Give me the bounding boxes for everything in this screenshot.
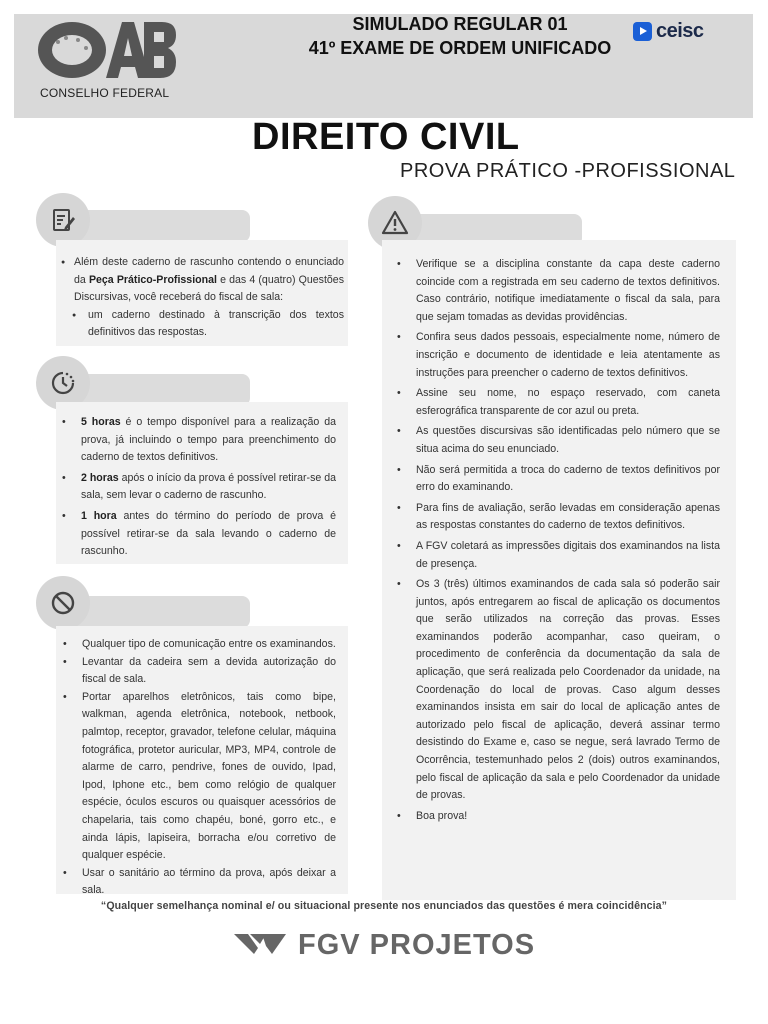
page-subtitle: PROVA PRÁTICO -PROFISSIONAL [400, 160, 736, 182]
list-item: • Confira seus dados pessoais, especialmente nome, número de inscrição e documento de identidade e leia atentamente as instruções para preencher o caderno de textos definitivos. [416, 329, 720, 382]
ceisc-text: ceisc [656, 20, 704, 42]
ceisc-play-icon [633, 22, 652, 41]
header-line-1: SIMULADO REGULAR 01 [352, 14, 568, 34]
clipboard-edit-icon [36, 193, 90, 247]
list-item: • Os 3 (três) últimos examinandos de cada sala só poderão sair juntos, após entregarem ao fiscal de aplicação os documentos que serão utilizados na correção das provas. Esses examinandos poderão acompanhar, caso queiram, o procedimento de conferência da documentação da sala de aplicação, que será realizada pelo Coordenador da unidade, na Coordenação do local de provas. Caso algum desses examinandos insista em sair do local de aplicação antes de autorizado pelo fiscal de aplicação, deverá assinar termo desistindo do Exame e, caso se negue, será lavrado Termo de Ocorrência, testemunhado pelos 2 (dois) outros examinandos, pelo fiscal de aplicação da sala e pelo Coordenador da unidade de provas. [416, 576, 720, 805]
list-item: • Não será permitida a troca do caderno de textos definitivos por erro do examinando. [416, 462, 720, 497]
list-item: • As questões discursivas são identificadas pelo número que se situa acima do seu enunciado. [416, 423, 720, 458]
header-line-2: 41º EXAME DE ORDEM UNIFICADO [308, 38, 612, 58]
list-item: • 1 hora antes do término do período de prova é possível retirar-se da sala levando o caderno de rascunho. [81, 508, 336, 561]
fgv-projetos-text: FGV PROJETOS [298, 928, 536, 961]
list-item: • Usar o sanitário ao término da prova, após deixar a sala. [82, 865, 336, 900]
list-item: • Boa prova! [416, 808, 720, 826]
list-item: • Qualquer tipo de comunicação entre os examinandos. [82, 636, 336, 654]
material-section-head [62, 210, 250, 242]
page-title: DIREITO CIVIL [252, 116, 520, 158]
fgv-mark-icon [232, 928, 288, 962]
list-item: • A FGV coletará as impressões digitais dos examinandos na lista de presença. [416, 538, 720, 573]
material-sub-item: ● um caderno destinado à transcrição dos textos definitivos das respostas. [88, 307, 344, 342]
material-panel [56, 240, 348, 346]
list-item: • Verifique se a disciplina constante da capa deste caderno coincide com a registrada em seu caderno de textos definitivos. Caso contrário, notifique imediatamente o fiscal da sala, para que sejam tomadas as devidas providências. [416, 256, 720, 326]
fgv-projetos-logo [232, 928, 535, 962]
list-item: • 2 horas após o início da prova é possível retirar-se da sala, sem levar o caderno de rascunho. [81, 470, 336, 505]
prohibited-icon [36, 576, 90, 630]
forbidden-panel [56, 626, 348, 897]
list-item: • Assine seu nome, no espaço reservado, com caneta esferográfica transparente de cor azul ou preta. [416, 385, 720, 420]
ceisc-logo [633, 20, 704, 43]
forbidden-section-head [62, 596, 250, 628]
oab-subtitle: CONSELHO FEDERAL [40, 86, 170, 100]
oab-logo [36, 20, 186, 102]
list-item: • Portar aparelhos eletrônicos, tais como bipe, walkman, agenda eletrônica, notebook, netbook, palmtop, receptor, gravador, telefone celular, máquina fotográfica, protetor auricular, MP3, MP4, controle de alarme de carro, pendrive, fones de ouvido, Ipad, Ipod, Iphone etc., bem como relógio de qualquer espécie, óculos escuros ou quaisquer acessórios de chapelaria, tais como chapéu, boné, gorro etc., e ainda lápis, lapiseira, borracha e/ou corretivo de qualquer espécie. [82, 689, 336, 865]
list-item: • Levantar da cadeira sem a devida autorização do fiscal de sala. [82, 654, 336, 689]
disclaimer: “Qualquer semelhança nominal e/ ou situacional presente nos enunciados das questões é mera coincidência” [100, 900, 668, 912]
material-intro: ● Além deste caderno de rascunho contendo o enunciado da Peça Prático-Profissional e das 4 (quatro) Questões Discursivas, você receberá do fiscal de sala: [74, 254, 344, 307]
list-item: • Para fins de avaliação, serão levadas em consideração apenas as respostas constantes do caderno de textos definitivos. [416, 500, 720, 535]
warnings-panel [382, 240, 736, 900]
oab-logo-icon [36, 20, 176, 80]
list-item: • 5 horas é o tempo disponível para a realização da prova, já incluindo o tempo para preenchimento do caderno de textos definitivos. [81, 414, 336, 467]
time-panel [56, 402, 348, 564]
